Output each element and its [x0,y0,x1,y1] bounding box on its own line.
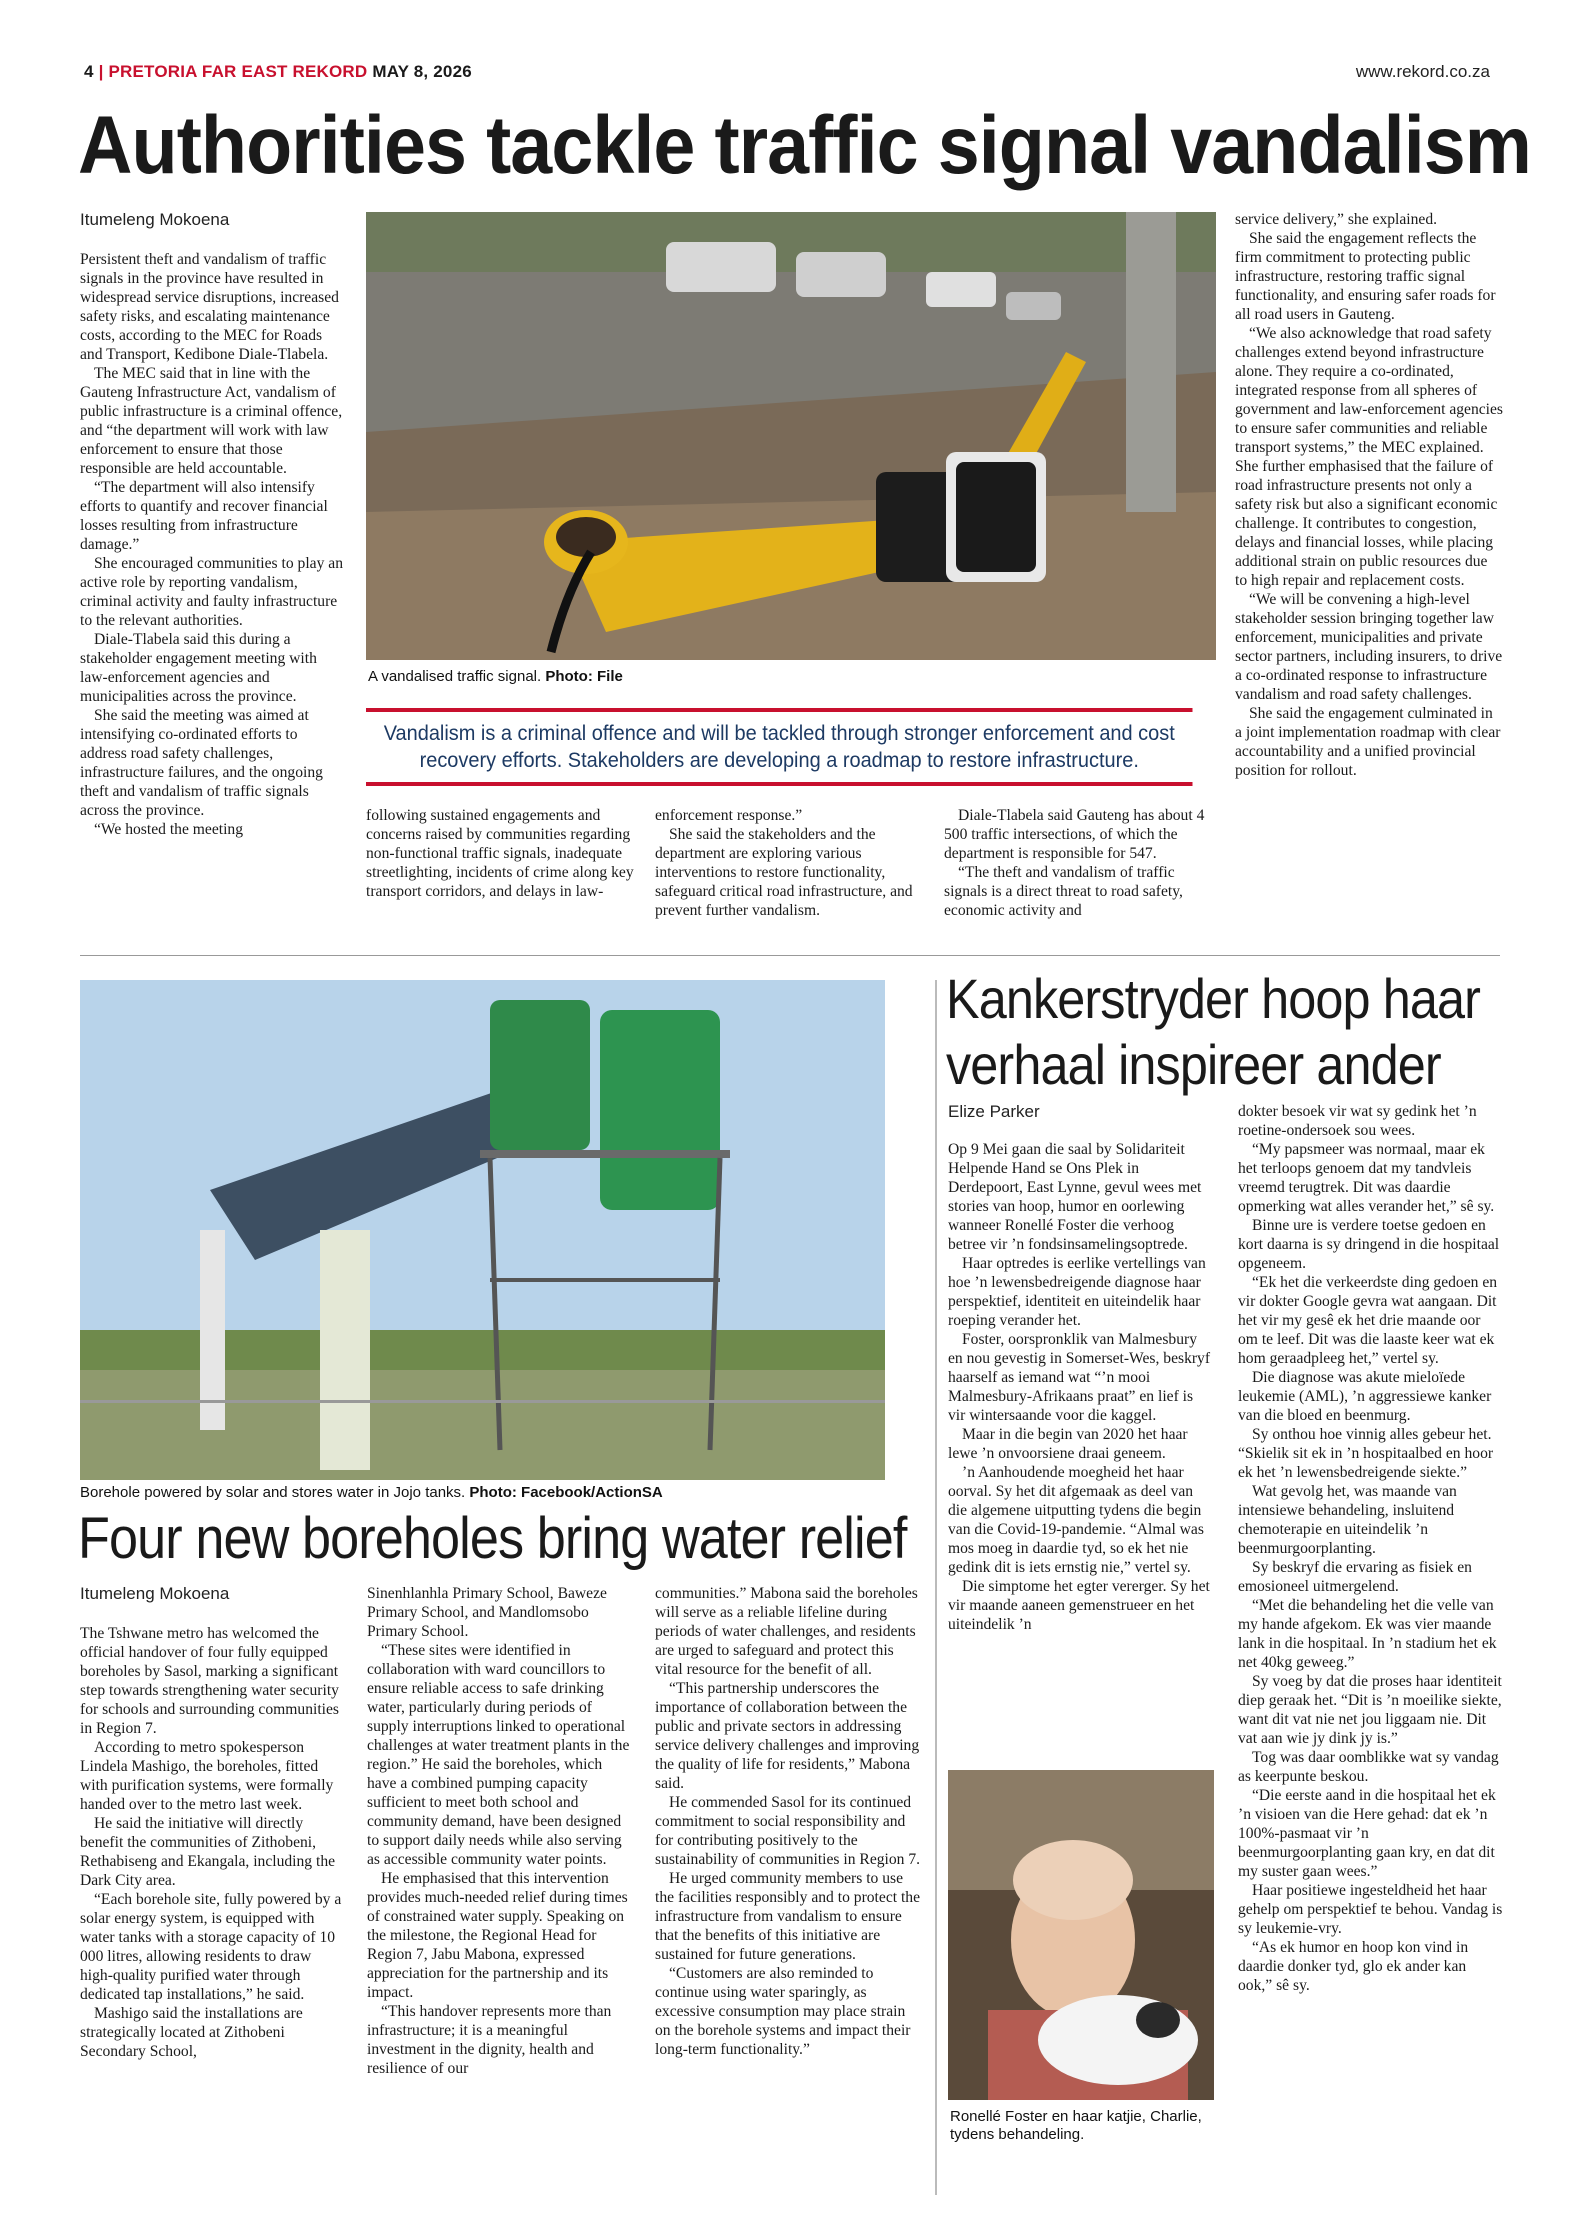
paragraph: Sy beskryf die ervaring as fisiek en emosioneel uitmergelend. [1238,1559,1472,1595]
paragraph: enforcement response.” [655,807,803,824]
article2-column-3 [655,1584,923,2059]
pull-quote: Vandalism is a criminal offence and will be tackled through stronger enforcement and cost recovery efforts. Stakeholders are developing a roadmap to restore infrastructure. [366,708,1193,786]
paragraph: He commended Sasol for its continued commitment to social responsibility and for contributing positively to the sustainability of communities in Region 7. [655,1794,921,1868]
byline-article2: Itumeleng Mokoena [80,1584,230,1603]
traffic-signal-illustration [366,212,1216,660]
paragraph: “This partnership underscores the importance of collaboration between the public and private sectors in addressing service delivery challenges and improving the quality of life for residents,” Mabona said. [655,1680,920,1792]
paragraph: She said the engagement reflects the firm commitment to protecting public infrastructure, restoring traffic signal functionality, and ensuring safer roads for all road users in Gauteng. [1235,230,1496,323]
photo-caption-article1 [368,668,623,686]
article3-column-2 [1238,1102,1504,1995]
paragraph: Sinenhlanhla Primary School, Baweze Primary School, and Mandlomsobo Primary School. [367,1585,607,1640]
paragraph: Persistent theft and vandalism of traffic signals in the province have resulted in widespread service disruptions, increased safety risks, and escalating maintenance costs, according to the MEC for Roads and Transport, Kedibone Diale-Tlabela. [80,251,339,363]
paragraph: Haar optredes is eerlike vertellings van hoe ’n lewensbedreigende diagnose haar perspektief, identiteit en uiteindelik haar roeping verander het. [948,1255,1206,1329]
website-link[interactable]: www.rekord.co.za [1355,62,1490,81]
paragraph: She said the stakeholders and the department are exploring various interventions to restore functionality, safeguard critical road infrastructure, and prevent further vandalism. [655,826,913,919]
paragraph: Haar positiewe ingesteldheid het haar gehelp om perspektief te behou. Vandag is sy leukemie-vry. [1238,1882,1503,1937]
paragraph: Sy voeg by dat die proses haar identiteit diep geraak het. “Dit is ’n moeilike siekte, want dit vat nie net jou liggaam nie. Dit vat aan wie jy dink jy is.” [1238,1673,1502,1747]
article1-column-4 [944,806,1212,920]
paragraph: Diale-Tlabela said Gauteng has about 4 500 traffic intersections, of which the department is responsible for 547. [944,807,1205,862]
portrait-illustration [948,1770,1214,2100]
caption-text: Borehole powered by solar and stores water in Jojo tanks. [80,1484,466,1501]
paragraph: Sy onthou hoe vinnig alles gebeur het. “Skielik sit ek in ’n hospitaalbed en hoor ek het ’n lewensbedreigende siekte.” [1238,1426,1494,1481]
article2-column-1 [80,1624,348,2061]
section-divider [80,955,1500,956]
article2-column-2 [367,1584,635,2078]
article1-column-5 [1235,210,1503,780]
photo-caption-article3: Ronellé Foster en haar katjie, Charlie, tydens behandeling. [950,2108,1202,2143]
paragraph: “My papsmeer was normaal, maar ek het terloops genoem dat my tandvleis vreemd terugtrek. Dit was daardie opmerking wat alles verander het,” sê sy. [1238,1141,1495,1215]
paragraph: ’n Aanhoudende moegheid het haar oorval. Sy het dit afgemaak as deel van die algemene uitputting tydens die begin van die Covid-19-pandemie. “Almal was mos moeg in daardie tyd, so ek het nie gedink dit is iets ernstig nie,” vertel sy. [948,1464,1204,1576]
page-number: 4 [84,62,94,81]
paragraph: Wat gevolg het, was maande van intensiewe behandeling, insluitend chemoterapie en uiteindelik ’n beenmurgoorplanting. [1238,1483,1457,1557]
paragraph: Op 9 Mei gaan die saal by Solidariteit Helpende Hand se Ons Plek in Derdepoort, East Lynne, gevul wees met stories van hoop, humor en oorlewing wanneer Ronellé Foster die verhoog betree vir ’n fondsinsamelingsoptrede. [948,1141,1202,1253]
article3-column-1 [948,1140,1214,1634]
paragraph: “We also acknowledge that road safety challenges extend beyond infrastructure alone. They require a co-ordinated, integrated response from all spheres of government and law-enforcement agencies to ensure safer communities and reliable transport systems,” the MEC explained. She further emphasised that the failure of road infrastructure presents not only a safety risk but also a significant economic challenge. It contributes to congestion, delays and financial losses, while placing additional strain on public resources due to high repair and replacement costs. [1235,325,1504,589]
paragraph: Binne ure is verdere toetse gedoen en kort daarna is sy dringend in die hospitaal opgeneem. [1238,1217,1500,1272]
photo-borehole [80,980,885,1480]
photo-ronelle-foster [948,1770,1214,2100]
paragraph: She encouraged communities to play an active role by reporting vandalism, criminal activity and faulty infrastructure to the relevant authorities. [80,555,343,629]
paragraph: “Each borehole site, fully powered by a solar energy system, is equipped with water tanks with a storage capacity of 10 000 litres, allowing residents to draw high-quality purified water through dedicated tap installations,” he said. [80,1891,342,2003]
paragraph: The MEC said that in line with the Gauteng Infrastructure Act, vandalism of public infrastructure is a criminal offence, and “the department will work with law enforcement to ensure that those responsible are held accountable. [80,365,343,477]
paragraph: “Die eerste aand in die hospitaal het ek ’n visioen van die Here gehad: dat ek ’n 100%-pasmaat vir ’n beenmurgoorplanting gaan kry, en dat dit my suster gaan wees.” [1238,1787,1496,1880]
paragraph: He said the initiative will directly benefit the communities of Zithobeni, Rethabiseng and Ekangala, including the Dark City area. [80,1815,336,1889]
paragraph: “These sites were identified in collaboration with ward councillors to ensure reliable access to safe drinking water, particularly during periods of supply interruptions linked to operational challenges at water treatment plants in the region.” He said the boreholes, which have a combined pumping capacity sufficient to meet both school and community demand, have been designed to support daily needs while also serving as accessible community water points. [367,1642,630,1868]
paragraph: Mashigo said the installations are strategically located at Zithobeni Secondary School, [80,2005,303,2060]
publication-name: PRETORIA FAR EAST REKORD [108,62,368,81]
photo-vandalised-traffic-signal [366,212,1216,660]
paragraph: “Met die behandeling het die velle van my hande afgekom. Ek was vier maande lank in die hospitaal. In ’n stadium het ek net 40kg geweeg.” [1238,1597,1497,1671]
paragraph: following sustained engagements and concerns raised by communities regarding non-functional traffic signals, inadequate streetlighting, incidents of crime along key transport corridors, and delays in law- [366,807,634,900]
paragraph: She said the engagement culminated in a joint implementation roadmap with clear accountability and a unified provincial position for rollout. [1235,705,1501,779]
photo-credit: Photo: File [545,668,623,685]
paragraph: According to metro spokesperson Lindela Mashigo, the boreholes, fitted with purification systems, were formally handed over to the metro last week. [80,1739,334,1813]
paragraph: “Ek het die verkeerdste ding gedoen en vir dokter Google gevra wat aangaan. Dit het vir my gesê ek het drie maande oor om te leef. Dit was die laaste keer wat ek hom geraadpleeg het,” vertel sy. [1238,1274,1498,1367]
headline-kankerstryder-line1: Kankerstryder hoop haar [946,967,1481,1030]
headline-traffic-signal: Authorities tackle traffic signal vandalism [78,100,1531,191]
borehole-illustration [80,980,885,1480]
paragraph: dokter besoek vir wat sy gedink het ’n roetine-ondersoek sou wees. [1238,1103,1477,1139]
paragraph: Tog was daar oomblikke wat sy vandag as keerpunte beskou. [1238,1749,1499,1785]
headline-kankerstryder-line2: verhaal inspireer ander [946,1033,1441,1096]
article1-column-1 [80,250,348,839]
paragraph: Die simptome het egter vererger. Sy het vir maande aaneen gemenstrueer en het uiteindelik ’n [948,1578,1210,1633]
paragraph: Die diagnose was akute mieloïede leukemie (AML), ’n aggressiewe kanker van die bloed en beenmurg. [1238,1369,1492,1424]
paragraph: “Customers are also reminded to continue using water sparingly, as excessive consumption may place strain on the borehole systems and impact their long-term functionality.” [655,1965,911,2058]
article1-column-2 [366,806,634,901]
paragraph: Foster, oorspronklik van Malmesbury en nou gevestig in Somerset-Wes, beskryf haarself as iemand wat “’n mooi Malmesbury-Afrikaans praat” en lief is vir wintersaande voor die kaggel. [948,1331,1211,1424]
paragraph: The Tshwane metro has welcomed the official handover of four fully equipped boreholes by Sasol, marking a significant step towards strengthening water security for schools and surrounding communities in Region 7. [80,1625,339,1737]
paragraph: service delivery,” she explained. [1235,211,1438,228]
folio-separator: | [98,62,104,81]
byline-article1: Itumeleng Mokoena [80,210,230,229]
byline-article3: Elize Parker [948,1102,1040,1121]
paragraph: “The theft and vandalism of traffic signals is a direct threat to road safety, economic activity and [944,864,1183,919]
paragraph: She said the meeting was aimed at intensifying co-ordinated efforts to address road safety challenges, infrastructure failures, and the ongoing theft and vandalism of traffic signals across the province. [80,707,323,819]
paragraph: He urged community members to use the facilities responsibly and to protect the infrastructure from vandalism to ensure that the benefits of this initiative are sustained for future generations. [655,1870,921,1963]
photo-caption-article2 [80,1484,663,1502]
column-divider [935,980,937,2195]
paragraph: Diale-Tlabela said this during a stakeholder engagement meeting with law-enforcement agencies and municipalities across the province. [80,631,317,705]
paragraph: “The department will also intensify efforts to quantify and recover financial losses resulting from infrastructure damage.” [80,479,328,553]
issue-date: MAY 8, 2026 [372,62,472,81]
folio [84,62,472,82]
headline-boreholes: Four new boreholes bring water relief [78,1506,907,1571]
paragraph: “We will be convening a high-level stakeholder session bringing together law enforcement, municipalities and private sector partners, including insurers, to drive a co-ordinated response to infrastructure vandalism and road safety challenges. [1235,591,1503,703]
article1-column-3 [655,806,923,920]
paragraph: “As ek humor en hoop kon vind in daardie donker tyd, glo ek ander kan ook,” sê sy. [1238,1939,1469,1994]
paragraph: “We hosted the meeting [94,821,244,838]
paragraph: “This handover represents more than infrastructure; it is a meaningful investment in the dignity, health and resilience of our [367,2003,612,2077]
paragraph: He emphasised that this intervention provides much-needed relief during times of constrained water supply. Speaking on the milestone, the Regional Head for Region 7, Jabu Mabona, expressed appreciation for the partnership and its impact. [367,1870,628,2001]
paragraph: Maar in die begin van 2020 het haar lewe ’n onvoorsiene draai geneem. [948,1426,1188,1462]
caption-text: A vandalised traffic signal. [368,668,542,685]
photo-credit: Photo: Facebook/ActionSA [469,1484,663,1501]
paragraph: communities.” Mabona said the boreholes will serve as a reliable lifeline during periods of water challenges, and residents are urged to safeguard and protect this vital resource for the benefit of all. [655,1585,918,1678]
